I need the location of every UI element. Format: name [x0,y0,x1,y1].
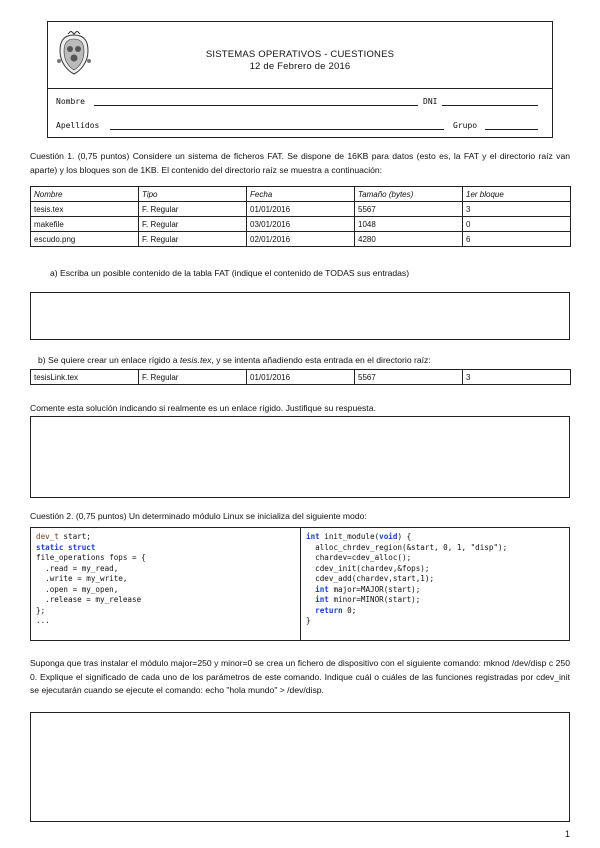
exam-header [47,21,553,138]
q1-comment-prompt: Comente esta solución indicando si realmente es un enlace rígido. Justifique su respuesta. [30,403,376,413]
table-cell: 5567 [355,370,463,385]
table-cell: makefile [31,217,139,232]
code-token: fops = { [104,553,146,562]
code-token: 0; [342,605,357,615]
q2-heading: Cuestión 2. (0,75 puntos) [30,511,127,521]
q1-part-b-prefix: b) Se quiere crear un enlace rígido a [38,355,180,365]
answer-box-mknod[interactable] [30,712,570,822]
code-token: minor=MINOR(start); [328,595,421,604]
table-cell: 5567 [355,202,463,217]
table-cell: tesis.tex [31,202,139,217]
code-token: int [315,584,329,594]
table-row [31,202,571,217]
code-token: int [306,532,320,541]
q1-part-b-file: tesis.tex [179,355,212,365]
table-cell: F. Regular [139,202,247,217]
table-row [31,370,571,385]
exam-title: SISTEMAS OPERATIVOS - CUESTIONES [205,49,395,60]
table-cell: tesisLink.tex [31,370,139,385]
code-token: major=MAJOR(start); [328,584,421,594]
q1-part-a: a) Escriba un posible contenido de la tabla FAT (indique el contenido de TODAS sus entradas) [50,268,410,278]
page-number: 1 [564,829,570,839]
table-header-cell: Nombre [31,187,139,202]
label-apellidos: Apellidos [56,121,100,130]
code-line: .open = my_open, [36,584,119,594]
table-header-cell: Fecha [247,187,355,202]
code-token: init_module( [319,532,380,541]
table-cell: escudo.png [31,232,139,247]
dni-field[interactable] [442,105,538,106]
q1-intro-text: Considere un sistema de ficheros FAT. Se dispone de 16KB para datos (esto es, la FAT y el directorio raíz van aparte) y los bloques son de 1KB. El contenido del directorio raíz se muestra a continuación: [30,151,571,175]
table-cell: 3 [463,370,571,385]
table-cell: 1048 [355,217,463,232]
table-cell: 6 [463,232,571,247]
code-token: return [315,605,343,615]
code-line: chardev=cdev_alloc(); [306,553,412,562]
root-directory-table [30,186,571,247]
table-header-row [31,187,571,202]
code-line: static struct [36,542,96,552]
code-block-init-module [300,527,570,641]
code-token: int [315,595,329,604]
label-grupo: Grupo [453,121,478,130]
code-line: .write = my_write, [36,574,128,583]
code-line: } [306,616,311,625]
q1-part-b [38,354,570,368]
table-cell: 0 [463,217,571,232]
table-cell: F. Regular [139,232,247,247]
label-dni: DNI [423,97,438,106]
code-line: .read = my_read, [36,563,119,573]
q1-part-b-suffix: , y se intenta añadiendo esta entrada en el directorio raíz: [211,355,431,365]
hard-link-table [30,369,571,385]
code-line: cdev_init(chardev,&fops); [306,563,430,573]
code-token: dev_t [36,532,59,541]
table-cell: 02/01/2016 [247,232,355,247]
exam-date: 12 de Febrero de 2016 [249,61,351,72]
label-nombre: Nombre [56,97,85,106]
q1-intro [30,150,570,177]
table-row [31,232,571,247]
answer-box-fat[interactable] [30,292,570,340]
q2-question: Suponga que tras instalar el módulo major=250 y minor=0 se crea un fichero de dispositivo con el siguiente comando: mknod /dev/disp c 250 0. Explique el significado de cada uno de los parámetros de este comando. Indique cuál o cuáles de las funciones registradas por cdev_init se ejecutarán cuando se ejecute el comando: echo "hola mundo" > /dev/disp. [30,658,570,695]
table-header-cell: Tamaño (bytes) [355,187,463,202]
code-line: .release = my_release [36,595,142,604]
table-cell: F. Regular [139,217,247,232]
code-token: file_operations [36,553,105,562]
exam-title-block [48,49,552,73]
table-header-cell: Tipo [139,187,247,202]
apellidos-field[interactable] [110,129,444,130]
q2-intro-text: Un determinado módulo Linux se inicializa del siguiente modo: [128,511,367,521]
code-line: alloc_chrdev_region(&start, 0, 1, "disp"); [306,542,508,552]
table-cell: 01/01/2016 [247,370,355,385]
code-line: ... [36,616,50,625]
code-block-fops [30,527,301,641]
table-cell: F. Regular [139,370,247,385]
table-header-cell: 1er bloque [463,187,571,202]
answer-box-hardlink[interactable] [30,416,570,498]
header-divider [48,88,552,89]
q2-intro [30,510,570,524]
code-line: }; [36,605,46,615]
code-token: start; [58,532,91,541]
code-token: ) { [397,532,412,541]
table-row [31,217,571,232]
table-cell: 3 [463,202,571,217]
code-token: void [379,532,398,541]
table-cell: 01/01/2016 [247,202,355,217]
code-line: cdev_add(chardev,start,1); [306,574,435,583]
nombre-field[interactable] [94,105,418,106]
grupo-field[interactable] [485,129,538,130]
table-cell: 4280 [355,232,463,247]
q1-heading: Cuestión 1. (0,75 puntos) [30,151,130,161]
table-cell: 03/01/2016 [247,217,355,232]
